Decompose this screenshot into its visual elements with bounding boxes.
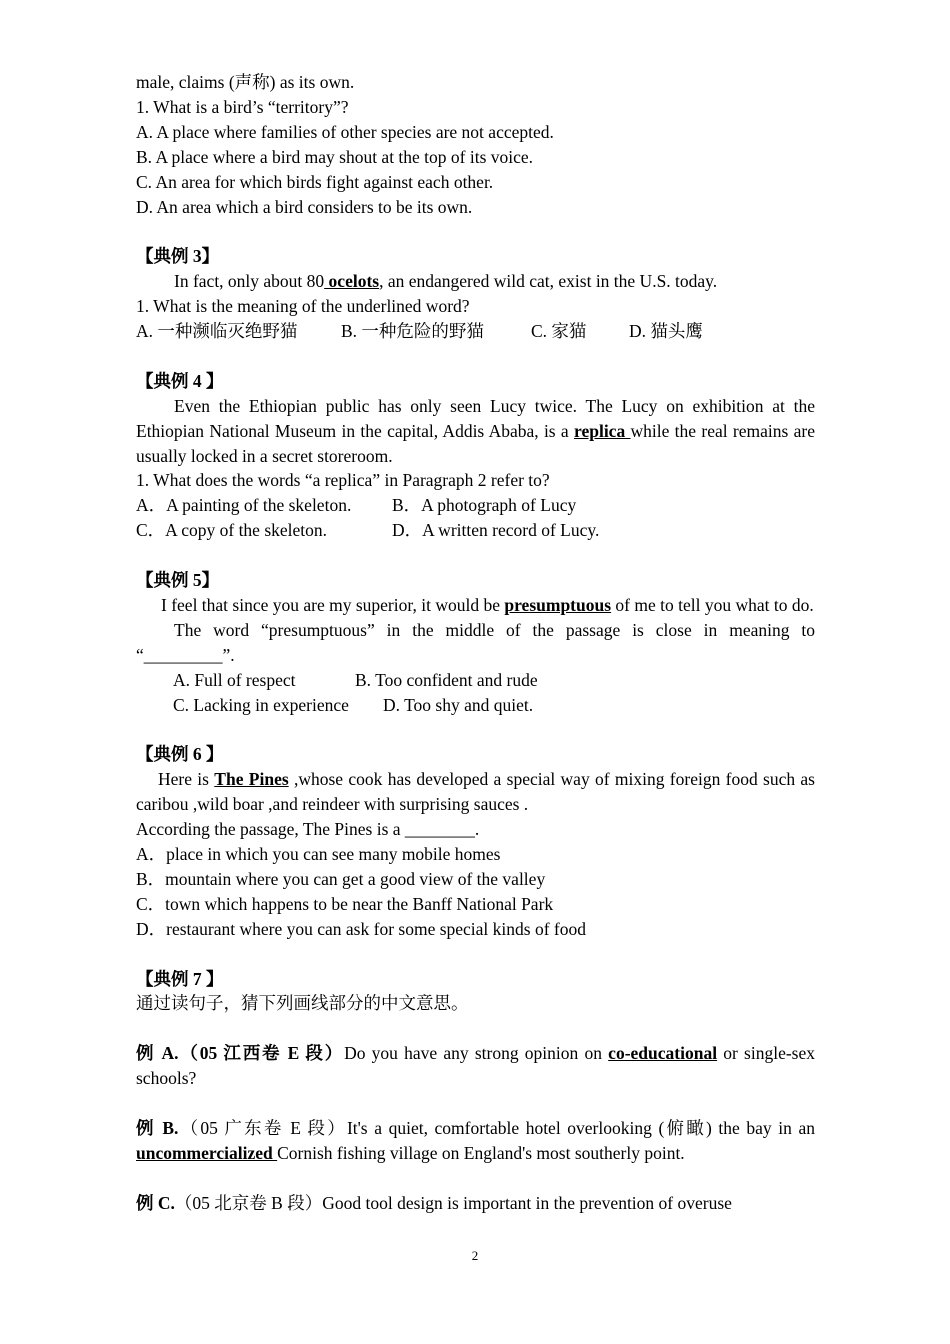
item-label: 例 B.	[136, 1117, 179, 1138]
example-3-sentence: In fact, only about 80 ocelots, an endangered wild cat, exist in the U.S. today.	[174, 271, 718, 292]
example-7-heading: 【典例 7 】	[136, 968, 224, 989]
option-a: A. A place where families of other species are not accepted.	[136, 121, 554, 142]
example-4-heading: 【典例 4 】	[136, 370, 224, 391]
underlined-word: ocelots	[324, 271, 380, 292]
option-a: A. Full of respect	[173, 669, 296, 690]
example-3-heading: 【典例 3】	[136, 246, 220, 267]
example-5-question: The word “presumptuous” in the middle of the passage is close in meaning to “_________”.	[136, 619, 815, 665]
option-b: B．A photograph of Lucy	[392, 495, 577, 516]
intro-line: male, claims (声称) as its own.	[136, 72, 355, 92]
option-d: D．restaurant where you can ask for some special kinds of food	[136, 918, 587, 939]
underlined-word: presumptuous	[504, 594, 612, 615]
item-label: 例 A.（05 江西卷 E 段）	[136, 1043, 345, 1064]
underlined-word: replica	[574, 420, 631, 441]
option-b: B. Too confident and rude	[355, 669, 538, 690]
example-4-question: 1. What does the words “a replica” in Paragraph 2 refer to?	[136, 470, 550, 491]
example-7-item-c: 例 C.（05 北京卷 B 段）Good tool design is important in the prevention of overuse	[136, 1192, 732, 1213]
page-number: 2	[471, 1248, 479, 1263]
example-5-heading: 【典例 5】	[136, 570, 220, 591]
option-b: B. A place where a bird may shout at the top of its voice.	[136, 146, 534, 167]
option-a: A．place in which you can see many mobile homes	[136, 844, 501, 865]
example-5-passage: I feel that since you are my superior, it would be presumptuous of me to tell you what to do.	[161, 594, 814, 615]
question: 1. What is a bird’s “territory”?	[136, 96, 349, 117]
option-c: C．A copy of the skeleton.	[136, 520, 328, 541]
option-a: A．A painting of the skeleton.	[136, 495, 352, 516]
underlined-word: co-educational	[608, 1043, 718, 1064]
underlined-word: uncommercialized	[136, 1142, 278, 1163]
example-6-passage: Here is The Pines ,whose cook has developed a special way of mixing foreign food such as caribou ,wild boar ,and reindeer with surprising sauces .	[136, 769, 815, 815]
option-c: C. 家猫	[531, 321, 587, 342]
option-c: C. An area for which birds fight against each other.	[136, 171, 494, 192]
option-d: D. Too shy and quiet.	[383, 694, 534, 715]
option-b: B．mountain where you can get a good view of the valley	[136, 868, 546, 889]
document-page	[136, 70, 815, 1216]
example-3-options	[136, 319, 815, 344]
item-label: 例 C.	[136, 1192, 175, 1213]
option-c: C. Lacking in experience	[173, 694, 349, 715]
underlined-word: The Pines	[214, 769, 289, 790]
example-6-question: According the passage, The Pines is a ________.	[136, 819, 480, 840]
option-d: D. An area which a bird considers to be its own.	[136, 196, 473, 217]
example-7-item-b: 例 B.（05 广东卷 E 段）It's a quiet, comfortable hotel overlooking (俯瞰) the bay in an uncommercialized Cornish fishing village on England's most southerly point.	[136, 1117, 815, 1163]
option-b: B. 一种危险的野猫	[341, 321, 484, 342]
option-c: C．town which happens to be near the Banff National Park	[136, 893, 554, 914]
option-d: D．A written record of Lucy.	[392, 520, 600, 541]
option-a: A. 一种濒临灭绝野猫	[136, 321, 298, 342]
example-7-instruction: 通过读句子，猜下列画线部分的中文意思。	[136, 993, 469, 1014]
example-3-question: 1. What is the meaning of the underlined word?	[136, 296, 470, 317]
example-7-item-a: 例 A.（05 江西卷 E 段）Do you have any strong opinion on co-educational or single-sex schools?	[136, 1043, 815, 1089]
example-6-heading: 【典例 6 】	[136, 744, 224, 765]
option-d: D. 猫头鹰	[629, 321, 703, 342]
example-4-passage: Even the Ethiopian public has only seen Lucy twice. The Lucy on exhibition at the Ethiopian National Museum in the capital, Addis Ababa, is a replica while the real remains are usually locked in a secret storeroom.	[136, 395, 815, 466]
